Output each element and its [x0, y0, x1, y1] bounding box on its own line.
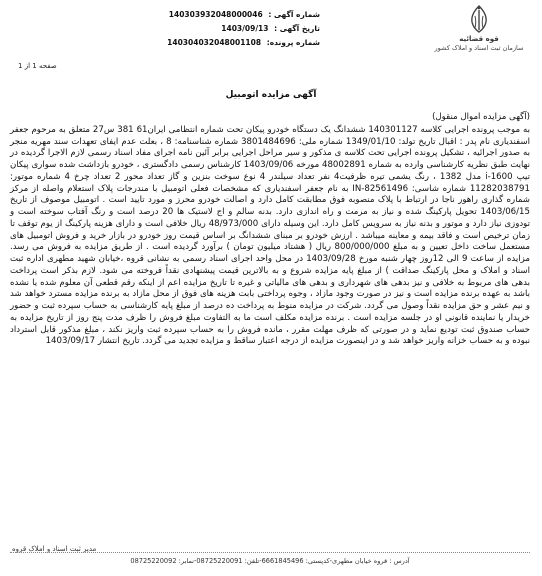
notice-title: آگهی مزایده اتومبیل: [225, 90, 317, 100]
file-number-value: 140304032048001108: [167, 38, 262, 47]
ad-date-row: [200, 22, 320, 36]
signature-line: مدیر ثبت اسناد و املاک قروه: [12, 545, 97, 553]
notice-subhead: (آگهی مزایده اموال منقول): [432, 112, 530, 122]
ad-date-label: تاریخ آگهی :: [274, 24, 320, 33]
file-number-row: [167, 36, 320, 50]
ad-date-value: 1403/09/13: [221, 24, 269, 33]
organization-subname: سازمان ثبت اسناد و املاک کشور: [434, 44, 524, 52]
ad-number-label: شماره آگهی :: [268, 10, 320, 19]
notice-paragraph: به موجب پرونده اجرایی کلاسه 140301127 ششدانگ یک دستگاه خودرو پیکان تحت شماره انتظامی ایران61 381 س27 متعلق به مرحوم جعفر اسفندیاری نام پدر : اقبال تاریخ تولد: 1349/01/10 شماره ملی: 3801484696 شماره شناسنامه: 8 ، بعلت عدم ایفای تعهدات سند مهریه منجر به صدور اجرائیه ، تشکیل پرونده اجرایی تحت کلاسه ی مذکور و سیر مراحل اجرایی برابر آئین نامه اجرای مفاد اسناد رسمی لازم الاجرا گردیده در نهایت طبق نظریه کارشناسی وارده به شماره 48002891 مورخه 1403/09/06 کارشناس رسمی دادگستری ، خودرو بازداشت شده سواری پیکان تیپ 1600-i مدل 1382 ، رنگ یشمی تیره ظرفیت4 نفر تعداد سیلندر 4 نوع سوخت بنزین و گاز تعداد محور 2 تعداد چرخ 4 شماره موتور: 11282038791 شماره شاسی: IN-82561496 به نام جعفر اسفندیاری که مشخصات فعلی اتومبیل با مندرجات پلاک استعلام واصله از مرکز شماره گذاری راهور ناجا در ارتباط با پلاک منصوبه فوق مطابقت کامل دارد و اصالت خودرو محرز و مورد تایید است . اتومبیل موصوف از تاریخ 1403/06/15 تحویل پارکینگ شده و نیاز به مرمت و راه اندازی دارد. بدنه سالم و اج لاستیک ها 20 درصد است و رنگ آفتاب سوخته است و تودوزی نیاز دارد و موتور و بدنه نیاز به سرویس کامل دارد. این وسیله دارای 48/973/000 ریال خلافی است و دارای هزینه پارکینگ از یوم توقف تا زمان ترخیص است و فاقد بیمه و معاینه میباشد . ارزش خودرو بر مبنای ششدانگ بر اساس قیمت روز خودرو در بازار خرید و فروش اتومبیل های مستعمل ساخت داخل تعیین و به مبلغ 800/000/000 ریال ( هشتاد میلیون تومان ) برآورد گردیده است . از طریق مزایده به فروش می رسد. مزایده از ساعت 9 الی 12روز چهار شنبه مورخ 1403/09/28 در محل واحد اجرای اسناد رسمی به نشانی قروه ،خیابان شهید مطهری اداره ثبت اسناد و املاک و محل پارکینگ صداقت ) از مبلغ پایه مزایده شروع و به بالاترین قیمت پیشنهادی نقداً فروخته می شود. لازم بذکر است پرداخت بدهی های مربوط به خلافی و نیز بدهی های شهرداری و بدهی های مالیاتی و غیره تا تاریخ مزایده اعم از اینکه رقم قطعی آن معلوم شده یا نشده باشد به عهده برنده مزایده است و نیز در صورت وجود مازاد ، وجوه پرداختی بابت هزینه های فوق از محل مازاد به برنده مزایده مسترد خواهد شد و نیم عشر و حق مزایده نقداً وصول می گردد. شرکت در مزایده منوط به پرداخت ده درصد از مبلغ پایه کارشناسی به حساب سپرده ثبت و حضور خریدار یا نماینده قانونی او در جلسه مزایده است . برنده مزایده مکلف است ما به التفاوت مبلغ فروش را ظرف مدت پنج روز از تاریخ مزایده به حساب صندوق ثبت تودیع نماید و در صورتی که ظرف مهلت مقرر ، مانده فروش را به حساب سپرده ثبت واریز نکند ، مبلغ مذکور قابل استرداد نبوده و به حساب خزانه واریز خواهد شد و در اینصورت مزایده از درجه اعتبار ساقط و مزایده تجدید می گردد. تاریخ انتشار 1403/09/17: [10, 124, 531, 347]
organization-name: قوه قضائیه: [459, 35, 499, 43]
ad-number-value: 140303932048000046: [168, 10, 263, 19]
national-emblem-icon: [465, 4, 493, 34]
notice-body: [10, 112, 530, 348]
footer-divider: [10, 552, 530, 553]
document-header-meta: [167, 8, 320, 50]
ad-number-row: [168, 8, 320, 22]
page-indicator: صفحه 1 از 1: [18, 62, 57, 70]
file-number-label: شماره پرونده:: [266, 38, 320, 47]
organization-emblem: [424, 4, 534, 74]
footer-address: آدرس : قروه خیابان مطهری-کدپستی: 6661845496-تلفن: 08725220091-نمابر: 08725220092: [130, 557, 410, 565]
